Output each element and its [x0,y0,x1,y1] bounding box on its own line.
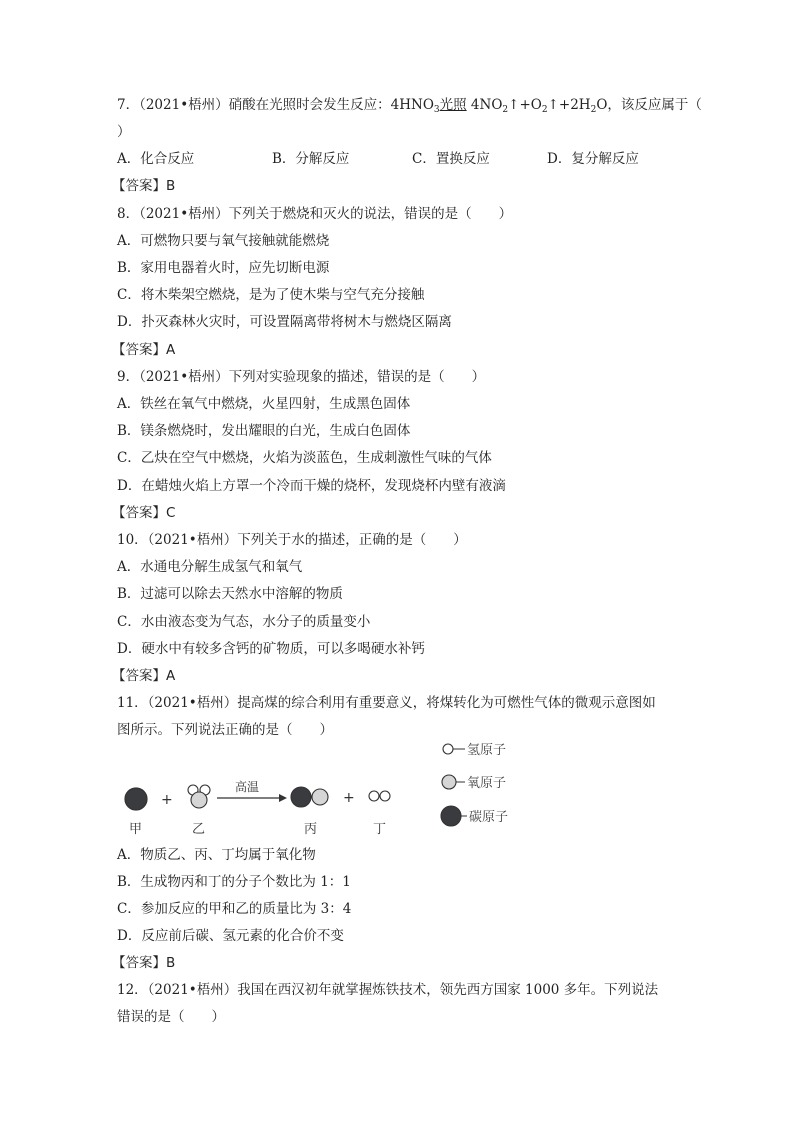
q11-option-a: A．物质乙、丙、丁均属于氧化物 [117,847,316,863]
plus-sign-2: + [343,790,355,806]
legend-carbon-atom-icon [441,806,461,826]
q7-stem-cont: ） [117,124,131,140]
molecule-bing-oxygen-atom [312,789,328,805]
q10-answer: 【答案】A [112,668,176,684]
q9-answer: 【答案】C [112,505,176,521]
q8-option-c: C．将木柴架空燃烧，是为了使木柴与空气充分接触 [117,287,425,303]
reaction-arrow-head [279,794,287,802]
legend-oxygen-label: 氧原子 [467,776,507,791]
q7-option-c: C．置换反应 [412,151,490,167]
reaction-condition: 高温 [235,780,260,794]
molecule-ding-hydrogen-atom-1 [369,791,379,801]
legend-carbon-label: 碳原子 [469,810,509,825]
molecule-bing-carbon-atom [291,787,311,807]
q8-option-a: A．可燃物只要与氧气接触就能燃烧 [117,233,330,249]
q9-stem: 9．（2021•梧州）下列对实验现象的描述，错误的是（ ） [117,369,486,385]
q12-stem: 12．（2021•梧州）我国在西汉初年就掌握炼铁技术，领先西方国家 1000 多年。下列说法 [117,982,659,998]
q10-stem: 10．（2021•梧州）下列关于水的描述，正确的是（ ） [117,532,467,548]
q7-answer: 【答案】B [112,178,176,194]
reaction-diagram [117,740,547,840]
q9-option-b: B．镁条燃烧时，发出耀眼的白光，生成白色固体 [117,423,411,439]
molecule-ding-hydrogen-atom-2 [380,791,390,801]
q8-answer: 【答案】A [112,342,176,358]
q8-option-d: D．扑灭森林火灾时，可设置隔离带将树木与燃烧区隔离 [117,314,452,330]
plus-sign-1: + [161,792,173,808]
q7-stem: 7．（2021•梧州）硝酸在光照时会发生反应：$4HNO_3$光照 $4NO_2↑+O_2↑+2H_2O$，该反应属于（ [117,97,702,115]
label-bing: 丙 [304,822,318,837]
legend-oxygen-atom-icon [442,775,456,789]
q10-option-d: D．硬水中有较多含钙的矿物质，可以多喝硬水补钙 [117,641,425,657]
q9-option-c: C．乙炔在空气中燃烧，火焰为淡蓝色，生成刺激性气味的气体 [117,450,492,466]
legend-hydrogen-atom-icon [443,744,453,754]
q10-option-b: B．过滤可以除去天然水中溶解的物质 [117,586,343,602]
molecule-yi-oxygen-atom [191,792,207,808]
q11-option-c: C．参加反应的甲和乙的质量比为 3：4 [117,901,352,917]
q7-condition: 光照 [439,97,467,113]
q12-stem-cont: 错误的是（ ） [117,1009,225,1025]
q9-option-a: A．铁丝在氧气中燃烧，火星四射，生成黑色固体 [117,396,411,412]
q11-option-d: D．反应前后碳、氢元素的化合价不变 [117,928,344,944]
q7-option-b: B．分解反应 [272,151,350,167]
q9-option-d: D．在蜡烛火焰上方罩一个冷而干燥的烧杯，发现烧杯内壁有液滴 [117,478,506,494]
q11-stem-cont: 图所示。下列说法正确的是（ ） [117,722,333,738]
q11-answer: 【答案】B [112,955,176,971]
legend-hydrogen-label: 氢原子 [467,743,507,758]
q10-option-a: A．水通电分解生成氢气和氧气 [117,559,303,575]
q10-option-c: C．水由液态变为气态，水分子的质量变小 [117,614,371,630]
q7-option-d: D．复分解反应 [547,151,639,167]
q11-option-b: B．生成物丙和丁的分子个数比为 1：1 [117,874,351,890]
label-ding: 丁 [373,822,387,837]
label-jia: 甲 [129,822,143,837]
q8-stem: 8．（2021•梧州）下列关于燃烧和灭火的说法，错误的是（ ） [117,206,513,222]
q7-option-a: A．化合反应 [117,151,195,167]
q11-stem: 11．（2021•梧州）提高煤的综合利用有重要意义，将煤转化为可燃性气体的微观示意图如 [117,695,656,711]
q7-prefix: 7．（2021•梧州）硝酸在光照时会发生反应：4HNO [117,97,434,113]
molecule-jia-carbon-atom [125,788,147,810]
q8-option-b: B．家用电器着火时，应先切断电源 [117,260,330,276]
label-yi: 乙 [192,822,206,837]
